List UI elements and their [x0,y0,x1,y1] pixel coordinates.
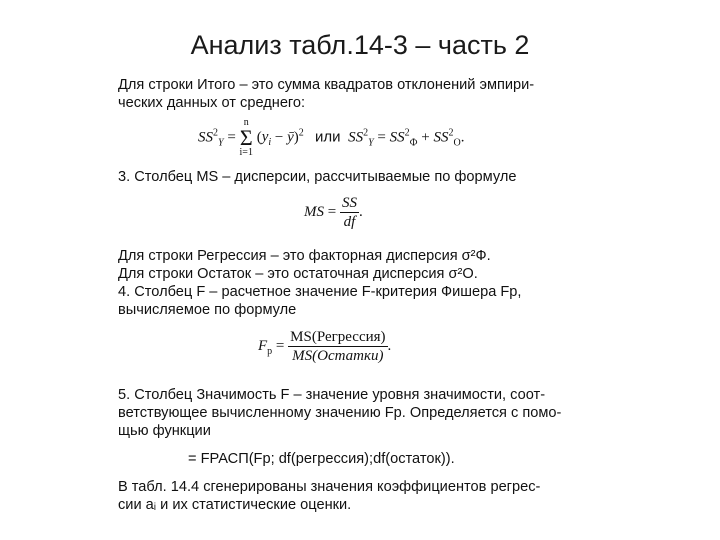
slide-title: Анализ табл.14-3 – часть 2 [190,30,530,60]
text-line: ветствующее вычисленному значению Fр. Определяется с помо- [118,405,562,421]
ms-denominator: df [343,214,356,230]
formula-or: или [315,128,341,146]
text-line: щью функции [118,423,211,439]
ms-numerator: SS [341,195,357,211]
formula-f: $F_р$ = $\frac{\text{MS(Регрессия)}}{\text{MS(Остатки)}}$ . [258,329,392,364]
text-line: сии aᵢ и их статистические оценки. [118,497,352,513]
f-denominator: MS(Остатки) [292,348,384,364]
f-numerator: MS(Регрессия) [290,329,386,345]
formula-ss: $SS^2_Y = n$ Σ i=1 ($y_i$ − ȳ)$^2$ или $SS^2_Y = SS^2_Ф + SS^2_О$. [198,117,465,158]
text-line: Для строки Остаток – это остаточная дисперсия σ²О. [118,266,478,282]
text-line: Для строки Регрессия – это факторная дисперсия σ²Ф. [118,248,491,264]
formula-fdist: = FРАСП(Fр; df(регрессия);df(остаток)). [188,451,455,467]
text-line: 4. Столбец F – расчетное значение F-критерия Фишера Fр, [118,284,522,300]
text-line: 5. Столбец Значимость F – значение уровня значимости, соот- [118,387,546,403]
text-line: 3. Столбец MS – дисперсии, рассчитываемые по формуле [118,169,517,185]
formula-ms: MS = $\frac{SS}{df}$ . [304,195,363,230]
text-line: вычисляемое по формуле [118,302,297,318]
text-line: В табл. 14.4 сгенерированы значения коэффициентов регрес- [118,479,541,495]
text-line: ческих данных от среднего: [118,95,306,111]
text-line: Для строки Итого – это сумма квадратов отклонений эмпири- [118,77,535,93]
